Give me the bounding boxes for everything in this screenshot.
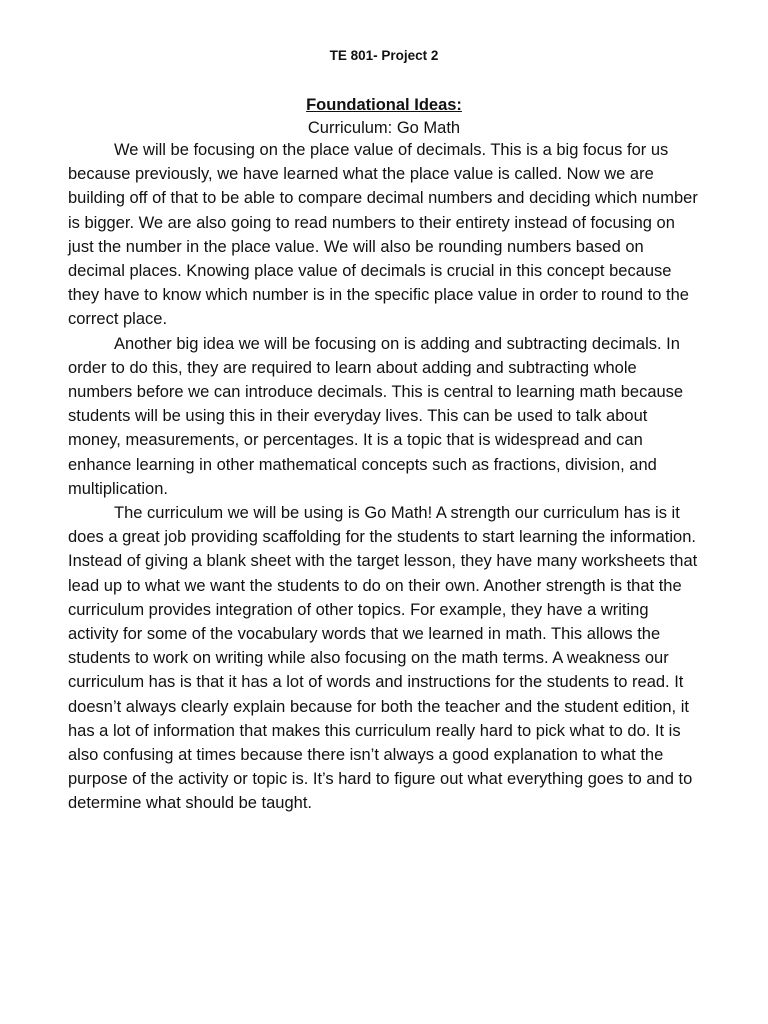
section-subheading: Curriculum: Go Math — [307, 119, 461, 137]
document-header: TE 801- Project 2 — [329, 48, 439, 63]
document-body — [68, 138, 700, 816]
paragraph-adding-subtracting: Another big idea we will be focusing on is adding and subtracting decimals. In order to do this, they are required to learn about adding and subtracting whole numbers before we can introduce decimals. This is central to learning math because students will be using this in their everyday lives. This can be used to talk about money, measurements, or percentages. It is a topic that is widespread and can enhance learning in other mathematical concepts such as fractions, division, and multiplication. — [68, 334, 684, 498]
section-heading: Foundational Ideas: — [306, 96, 462, 114]
paragraph-curriculum: The curriculum we will be using is Go Math! A strength our curriculum has is it does a great job providing scaffolding for the students to start learning the information. Instead of giving a blank sheet with the target lesson, they have many worksheets that lead up to what we want the students to do on their own. Another strength is that the curriculum provides integration of other topics. For example, they have a writing activity for some of the vocabulary words that we learned in math. This allows the students to work on writing while also focusing on the math terms. A weakness our curriculum has is that it has a lot of words and instructions for the students to read. It doesn’t always clearly explain because for both the teacher and the student edition, it has a lot of information that makes this curriculum really hard to pick what to do. It is also confusing at times because there isn’t always a good explanation to what the purpose of the activity or topic is. It’s hard to figure out what everything goes to and to determine what should be taught. — [68, 504, 698, 813]
paragraph-place-value: We will be focusing on the place value of decimals. This is a big focus for us because previously, we have learned what the place value is called. Now we are building off of that to be able to compare decimal numbers and deciding which number is bigger. We are also going to read numbers to their entirety instead of focusing on just the number in the place value. We will also be rounding numbers based on decimal places. Knowing place value of decimals is crucial in this concept because they have to know which number is in the specific place value in order to round to the correct place. — [68, 141, 698, 329]
